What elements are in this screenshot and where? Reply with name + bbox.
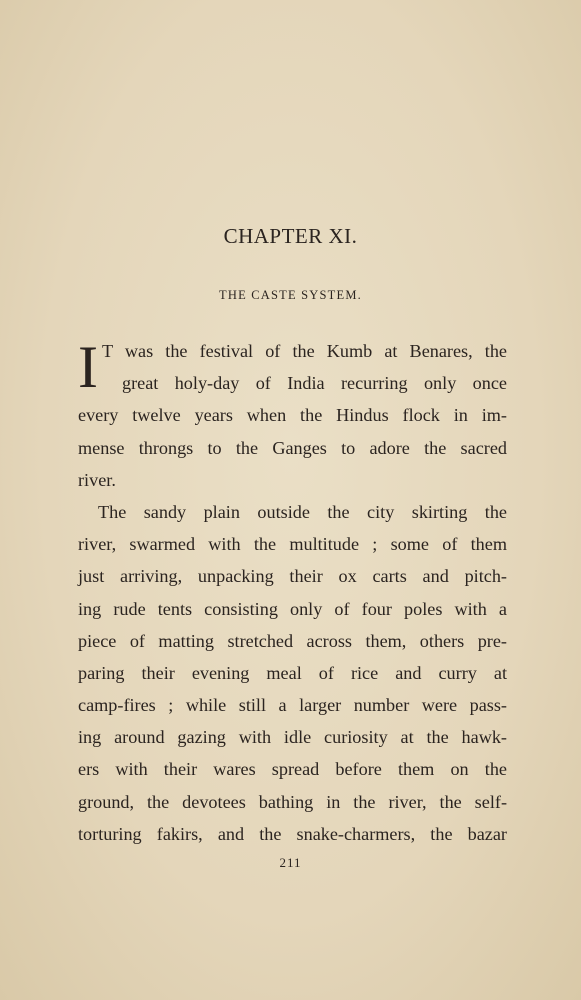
text-line: ers with their wares spread before them on the	[78, 759, 507, 780]
text-line: great holy-day of India recurring only once	[122, 373, 507, 394]
text-line: ground, the devotees bathing in the river, the self-	[78, 791, 507, 812]
text-line: paring their evening meal of rice and curry at	[78, 662, 507, 683]
text-line: camp-fires ; while still a larger number were pass-	[78, 695, 507, 716]
text-line: ing around gazing with idle curiosity at the hawk-	[78, 727, 507, 748]
text-line: torturing fakirs, and the snake-charmers, the bazar	[78, 823, 507, 844]
text-line: river.	[78, 469, 116, 490]
chapter-title: CHAPTER XI.	[223, 224, 358, 248]
text-line: T was the festival of the Kumb at Benares, the	[102, 341, 507, 361]
section-title: THE CASTE SYSTEM.	[219, 288, 362, 302]
text-line: river, swarmed with the multitude ; some of them	[78, 534, 507, 555]
page-number: 211	[279, 855, 302, 870]
text-line: just arriving, unpacking their ox carts and pitch-	[78, 566, 507, 587]
text-line: every twelve years when the Hindus flock in im-	[78, 405, 507, 426]
text-line: mense throngs to the Ganges to adore the sacred	[78, 437, 507, 458]
text-line: The sandy plain outside the city skirting the	[98, 501, 507, 522]
drop-cap: I	[78, 334, 98, 400]
body-text	[78, 335, 507, 850]
text-line: piece of matting stretched across them, others pre-	[78, 630, 507, 651]
text-line: ing rude tents consisting only of four poles with a	[78, 598, 507, 619]
